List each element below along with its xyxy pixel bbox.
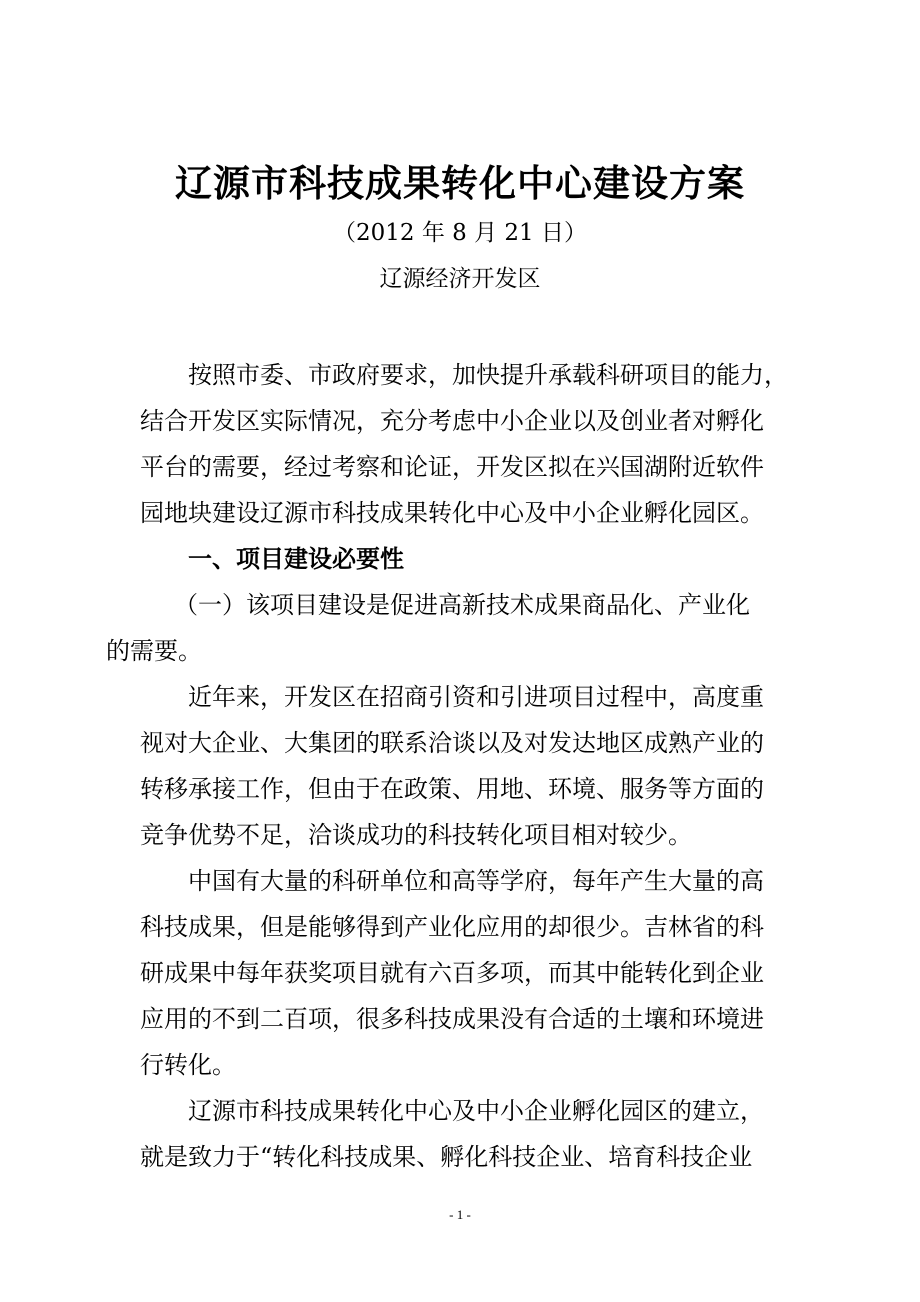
text-line: 行转化。 — [140, 1051, 236, 1079]
body-paragraph — [140, 674, 782, 858]
text-line: 园地块建设辽源市科技成果转化中心及中小企业孵化园区。 — [140, 499, 764, 527]
document-issuer: 辽源经济开发区 — [379, 266, 541, 292]
body-paragraph — [140, 1088, 782, 1180]
text-line: 视对大企业、大集团的联系洽谈以及对发达地区成熟产业的 — [140, 729, 764, 757]
subsection-heading — [106, 582, 782, 674]
text-line: 按照市委、市政府要求，加快提升承载科研项目的能力， — [188, 361, 788, 389]
section-heading — [140, 536, 782, 582]
page-number: - 1 - — [449, 1207, 471, 1222]
text-line: 辽源市科技成果转化中心及中小企业孵化园区的建立， — [188, 1097, 764, 1125]
intro-paragraph — [140, 352, 788, 536]
text-line: 科技成果，但是能够得到产业化应用的却很少。吉林省的科 — [140, 913, 764, 941]
text-line: 平台的需要，经过考察和论证，开发区拟在兴国湖附近软件 — [140, 453, 764, 481]
text-line: 转移承接工作，但由于在政策、用地、环境、服务等方面的 — [140, 775, 764, 803]
document-title: 辽源市科技成果转化中心建设方案 — [175, 162, 745, 205]
text-line: 近年来，开发区在招商引资和引进项目过程中，高度重 — [188, 683, 764, 711]
text-line: 的需要。 — [106, 637, 202, 665]
heading-text: 一、项目建设必要性 — [188, 545, 404, 573]
document-body — [106, 352, 788, 1180]
text-line: 应用的不到二百项，很多科技成果没有合适的土壤和环境进 — [140, 1005, 764, 1033]
text-line: 中国有大量的科研单位和高等学府，每年产生大量的高 — [188, 867, 764, 895]
body-paragraph — [140, 858, 782, 1088]
text-line: 就是致力于“转化科技成果、孵化科技企业、培育科技企业 — [140, 1143, 753, 1171]
text-line: （一）该项目建设是促进高新技术成果商品化、产业化 — [174, 591, 750, 619]
document-date: （2012 年 8 月 21 日） — [333, 220, 587, 246]
text-line: 结合开发区实际情况，充分考虑中小企业以及创业者对孵化 — [140, 407, 764, 435]
text-line: 研成果中每年获奖项目就有六百多项，而其中能转化到企业 — [140, 959, 764, 987]
text-line: 竞争优势不足，洽谈成功的科技转化项目相对较少。 — [140, 821, 692, 849]
